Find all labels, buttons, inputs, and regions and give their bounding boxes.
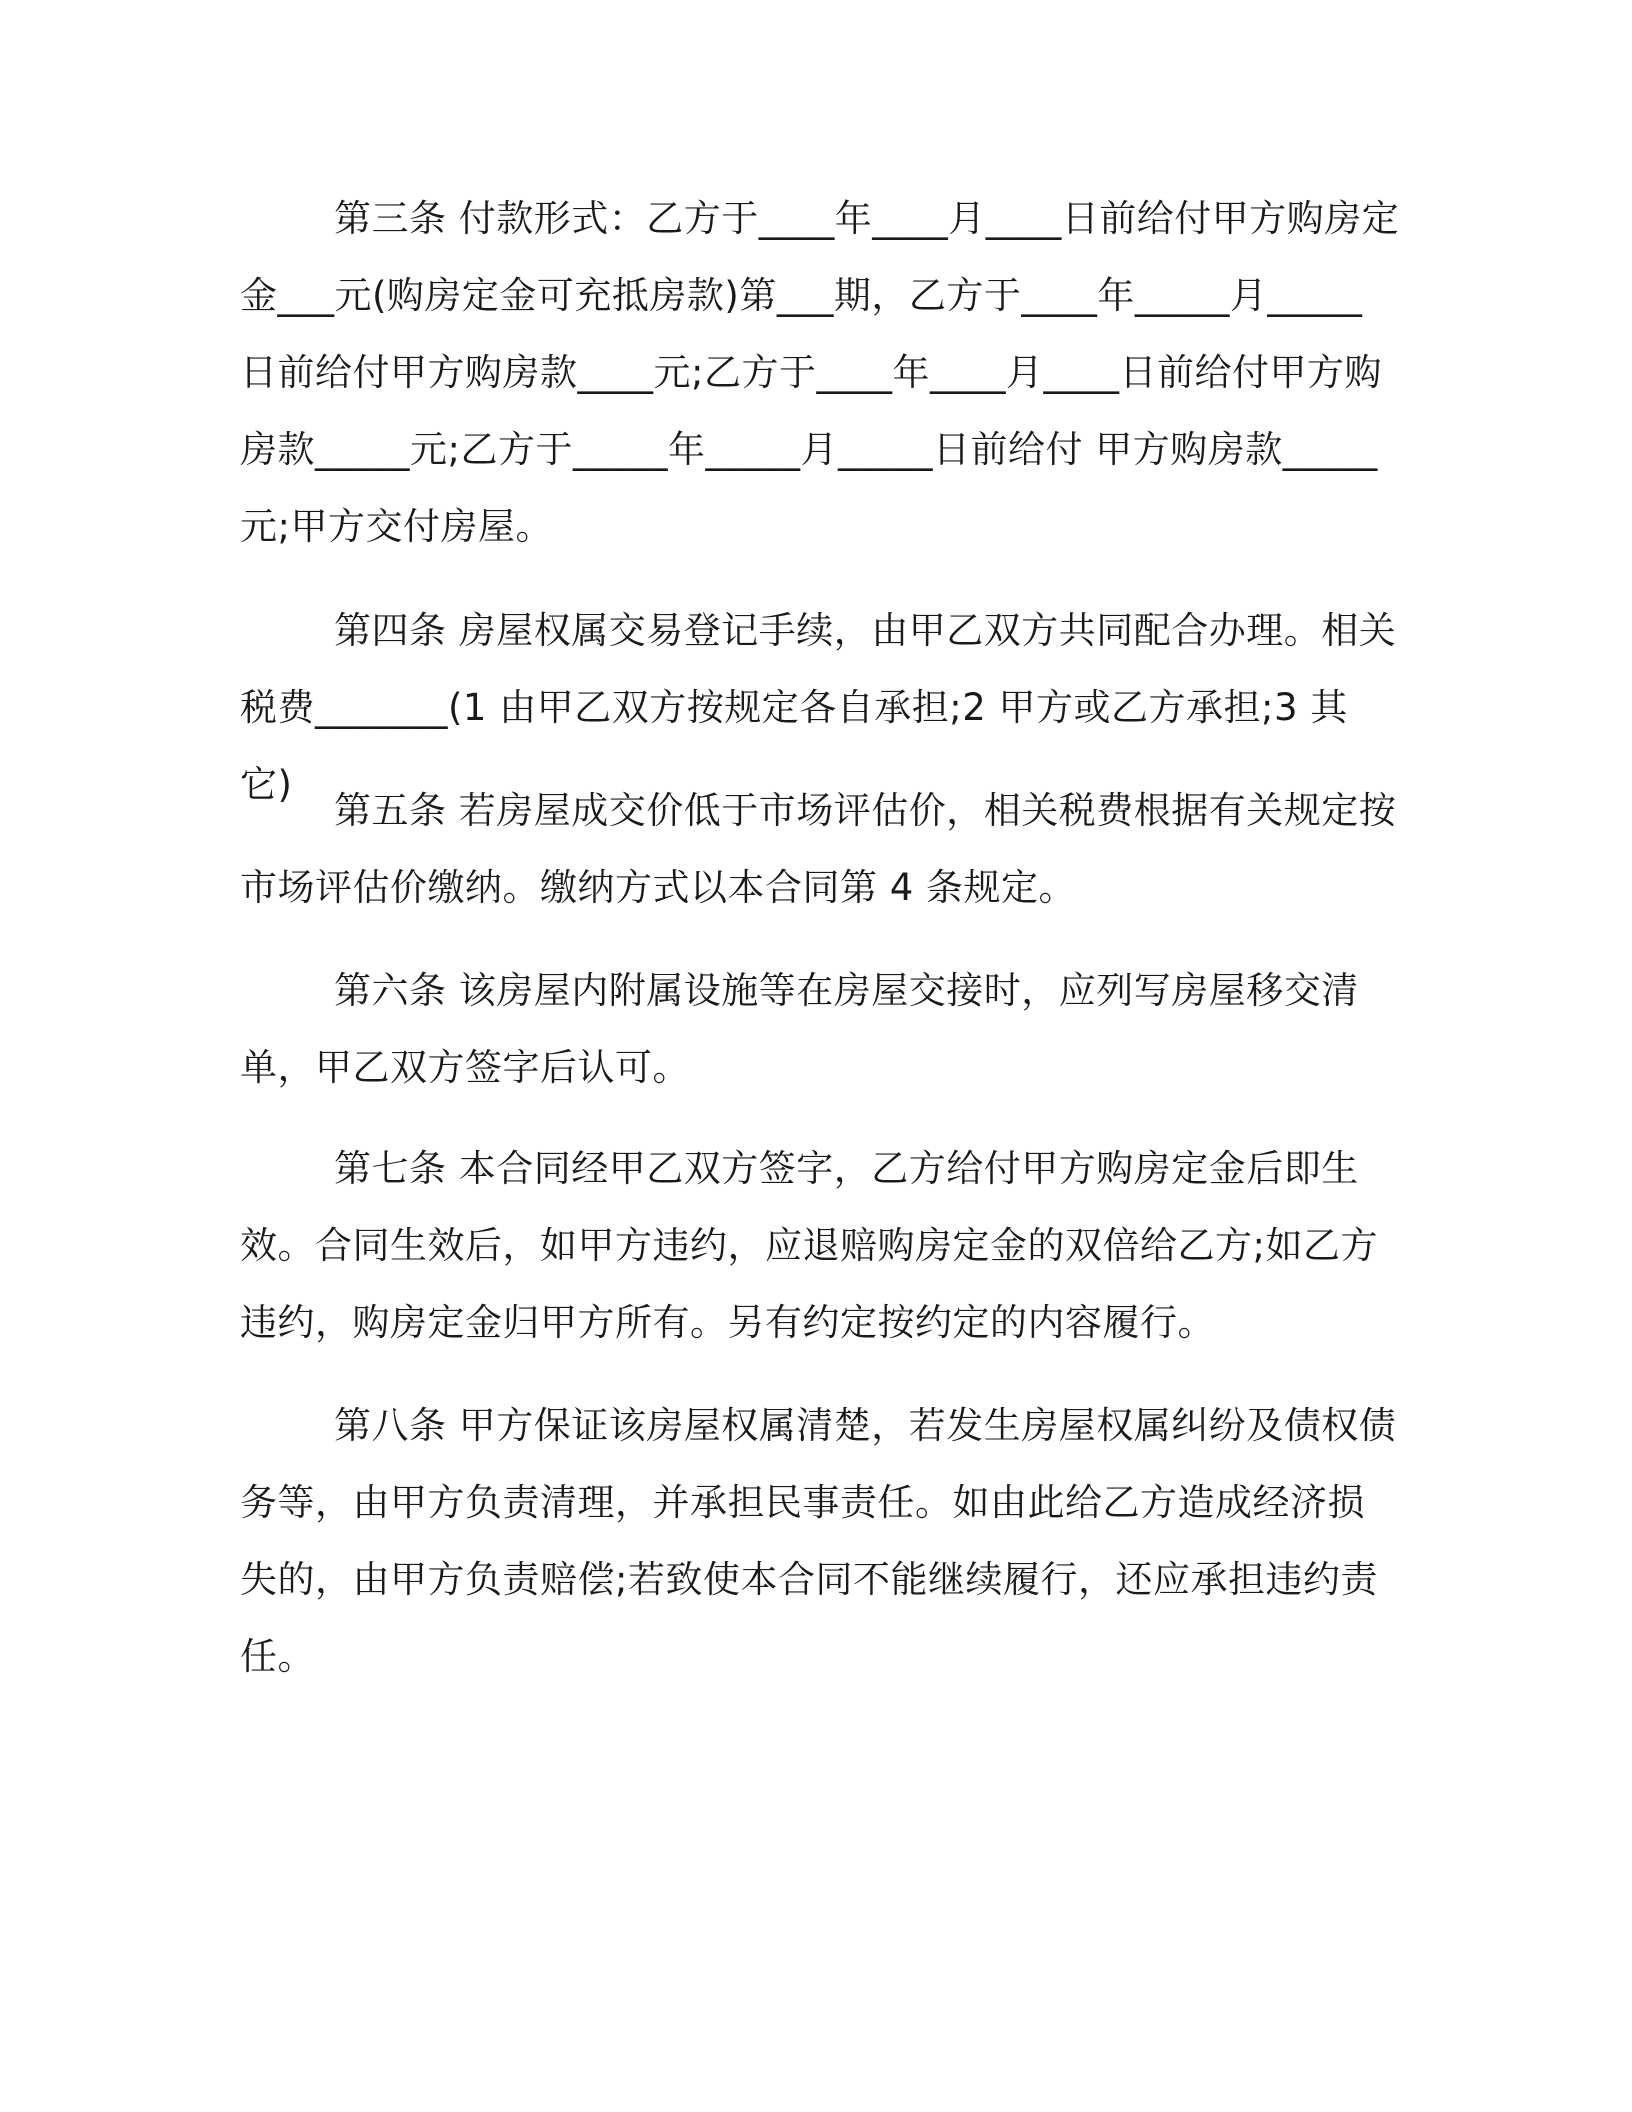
article-3-payment-terms: 第三条 付款形式：乙方于____年____月____日前给付甲方购房定金___元(购房定金可充抵房款)第___期，乙方于____年_____月_____ 日前给付甲方购房款____元;乙方于____年____月____日前给付甲方购房款_____元;乙方于_____年_____月_____日前给付 甲方购房款_____元;甲方交付房屋。 [240,197,1400,548]
article-6-handover-list: 第六条 该房屋内附属设施等在房屋交接时，应列写房屋移交清单，甲乙双方签字后认可。 [240,969,1359,1089]
article-5-assessed-price: 第五条 若房屋成交价低于市场评估价，相关税费根据有关规定按市场评估价缴纳。缴纳方式以本合同第 4 条规定。 [240,789,1397,909]
article-8-title-guarantee: 第八条 甲方保证该房屋权属清楚，若发生房屋权属纠纷及债权债务等，由甲方负责清理，并承担民事责任。如由此给乙方造成经济损失的，由甲方负责赔偿;若致使本合同不能继续履行，还应承担违约责任。 [240,1404,1397,1678]
article-7-effectiveness-breach: 第七条 本合同经甲乙双方签字，乙方给付甲方购房定金后即生效。合同生效后，如甲方违约，应退赔购房定金的双倍给乙方;如乙方违约，购房定金归甲方所有。另有约定按约定的内容履行。 [240,1147,1378,1344]
article-4-registration-taxes: 第四条 房屋权属交易登记手续，由甲乙双方共同配合办理。相关税费_______(1 由甲乙双方按规定各自承担;2 甲方或乙方承担;3 其它) [240,609,1397,806]
